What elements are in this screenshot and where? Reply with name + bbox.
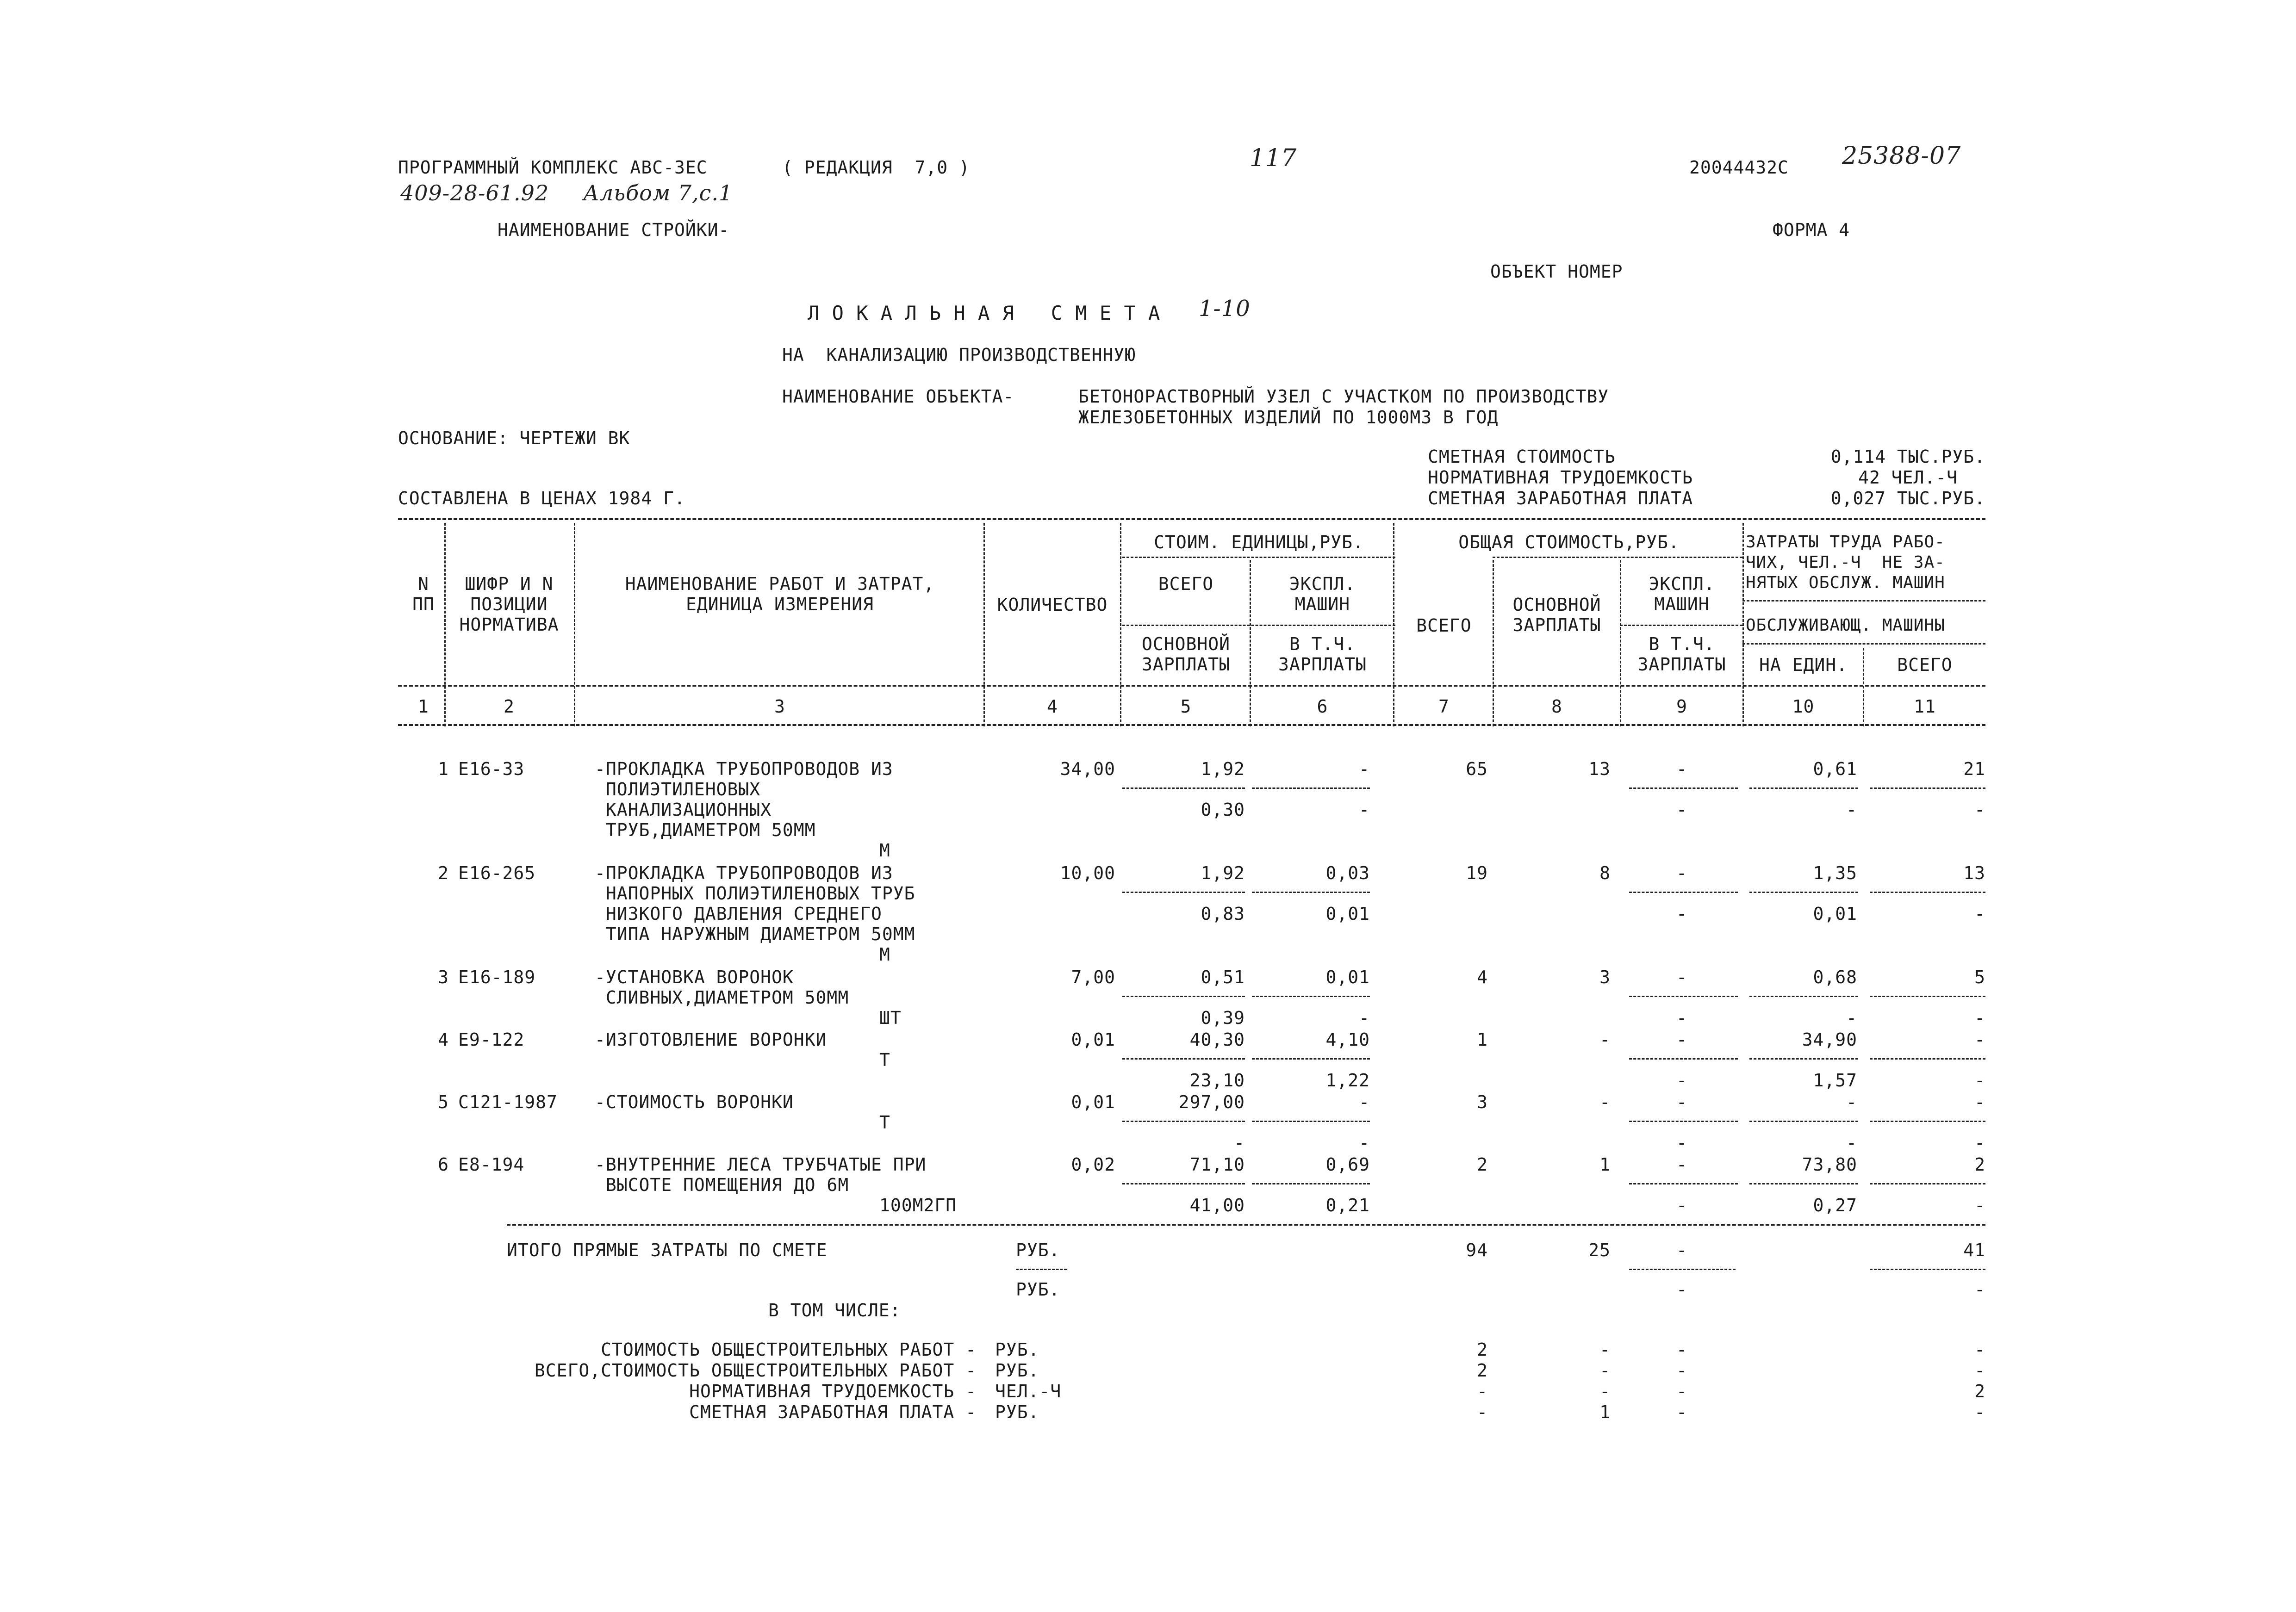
- row-unit-cost-machine-wage: -: [1359, 1008, 1370, 1028]
- totals-sub-rule-2: [1870, 1269, 1985, 1270]
- col-header-3: НАИМЕНОВАНИЕ РАБОТ И ЗАТРАТ, ЕДИНИЦА ИЗМЕРЕНИЯ: [625, 574, 935, 614]
- row-total-cost: 2: [1477, 1154, 1488, 1175]
- row-total-machines: -: [1676, 1154, 1687, 1175]
- total-line-c8: -: [1599, 1360, 1611, 1381]
- total-line-c11: -: [1974, 1360, 1985, 1381]
- row-total-wage: 3: [1599, 967, 1611, 987]
- object-label: НАИМЕНОВАНИЕ ОБЪЕКТА-: [782, 386, 1014, 407]
- column-number: 11: [1914, 696, 1936, 717]
- row-quantity: 7,00: [1071, 967, 1115, 987]
- col-header-8: ОСНОВНОЙ ЗАРПЛАТЫ: [1512, 595, 1601, 635]
- row-unit-cost-machines: -: [1359, 759, 1370, 779]
- row-total-cost: 19: [1466, 863, 1488, 883]
- column-number: 4: [1047, 696, 1058, 717]
- total-line-label: СТОИМОСТЬ ОБЩЕСТРОИТЕЛЬНЫХ РАБОТ -: [601, 1339, 977, 1360]
- row-sub-rule: [1252, 1058, 1370, 1060]
- total-line-c7: 2: [1477, 1339, 1488, 1360]
- row-unit-cost-total: 0,51: [1201, 967, 1245, 987]
- row-unit-cost-total: 1,92: [1201, 759, 1245, 779]
- object-name-line1: БЕТОНОРАСТВОРНЫЙ УЗЕЛ С УЧАСТКОМ ПО ПРОИЗВОДСТВУ: [1078, 386, 1609, 407]
- row-total-machine-wage: -: [1676, 904, 1687, 924]
- col-header-5-bottom: ОСНОВНОЙ ЗАРПЛАТЫ: [1141, 634, 1231, 675]
- row-total-wage: 1: [1599, 1154, 1611, 1175]
- col-sep-3: [983, 523, 985, 726]
- totals-sub-rule-1: [1629, 1269, 1736, 1270]
- estimate-subject: НА КАНАЛИЗАЦИЮ ПРОИЗВОДСТВЕННУЮ: [782, 345, 1136, 365]
- row-sub-rule: [1870, 1058, 1985, 1060]
- machines-sub-rule: [1620, 625, 1742, 626]
- row-code: Е16-33: [458, 759, 525, 779]
- column-number: 8: [1551, 696, 1562, 717]
- document-code-handwritten: 25388-07: [1842, 142, 1961, 170]
- col-header-9-top: ЭКСПЛ. МАШИН: [1649, 574, 1715, 614]
- row-labor-machines-total: -: [1974, 800, 1985, 820]
- col-sep-1: [444, 523, 446, 726]
- total-line-c7: 2: [1477, 1360, 1488, 1381]
- labor-sub-rule-2: [1742, 643, 1985, 645]
- row-labor-machines-total: -: [1974, 904, 1985, 924]
- row-labor-machines-total: -: [1974, 1195, 1985, 1215]
- col-header-4: КОЛИЧЕСТВО: [997, 595, 1108, 615]
- summary-labor-value: 42 ЧЕЛ.-Ч: [1858, 467, 1958, 488]
- row-sub-rule: [1749, 1183, 1858, 1184]
- album-handwritten: Альбом 7,с.1: [583, 180, 733, 205]
- col-header-labor-machines: ОБСЛУЖИВАЮЩ. МАШИНЫ: [1746, 616, 1945, 635]
- col-header-11: ВСЕГО: [1897, 655, 1953, 675]
- row-sub-rule: [1252, 892, 1370, 893]
- column-number: 7: [1438, 696, 1450, 717]
- total-line-label: ВСЕГО,СТОИМОСТЬ ОБЩЕСТРОИТЕЛЬНЫХ РАБОТ -: [534, 1360, 977, 1381]
- row-unit-cost-machine-wage: -: [1359, 800, 1370, 820]
- row-name: -СТОИМОСТЬ ВОРОНКИ: [595, 1092, 794, 1112]
- program-name: ПРОГРАММНЫЙ КОМПЛЕКС АВС-3ЕС: [398, 157, 708, 178]
- row-unit-cost-wage: 23,10: [1189, 1070, 1245, 1091]
- row-sub-rule: [1122, 1058, 1245, 1060]
- row-name: -ИЗГОТОВЛЕНИЕ ВОРОНКИ: [595, 1029, 827, 1050]
- table-bottom-rule: [507, 1224, 1985, 1226]
- row-unit-cost-wage: 0,83: [1201, 904, 1245, 924]
- total-line-unit: РУБ.: [995, 1339, 1039, 1360]
- row-total-machine-wage: -: [1676, 1008, 1687, 1028]
- row-sub-rule: [1122, 787, 1245, 789]
- row-sub-rule: [1122, 1183, 1245, 1184]
- row-labor-per-unit: 0,68: [1813, 967, 1857, 987]
- row-total-machines: -: [1676, 759, 1687, 779]
- row-total-machines: -: [1676, 1029, 1687, 1050]
- row-sub-rule: [1870, 1183, 1985, 1184]
- row-quantity: 10,00: [1060, 863, 1115, 883]
- row-sub-rule: [1749, 1121, 1858, 1122]
- col-sep-9: [1742, 523, 1744, 726]
- summary-labor-label: НОРМАТИВНАЯ ТРУДОЕМКОСТЬ: [1428, 467, 1693, 488]
- column-number: 10: [1792, 696, 1815, 717]
- unit-cost-sub-rule: [1122, 625, 1395, 626]
- row-labor-machines-total: -: [1974, 1008, 1985, 1028]
- row-total-wage: 8: [1599, 863, 1611, 883]
- document-title: Л О К А Л Ь Н А Я С М Е Т А: [808, 302, 1161, 324]
- row-unit-cost-machine-wage: -: [1359, 1133, 1370, 1153]
- row-code: Е16-189: [458, 967, 536, 987]
- row-sub-rule: [1122, 996, 1245, 997]
- row-unit-cost-wage: 41,00: [1189, 1195, 1245, 1215]
- object-name-line2: ЖЕЛЕЗОБЕТОННЫХ ИЗДЕЛИЙ ПО 1000М3 В ГОД: [1078, 407, 1499, 428]
- col-header-1: N ПП: [412, 574, 435, 614]
- row-sub-rule: [1629, 996, 1738, 997]
- prices-year: СОСТАВЛЕНА В ЦЕНАХ 1984 Г.: [398, 488, 685, 508]
- row-total-wage: -: [1599, 1092, 1611, 1112]
- total-line-label: НОРМАТИВНАЯ ТРУДОЕМКОСТЬ -: [689, 1381, 977, 1401]
- summary-wage-value: 0,027 ТЫС.РУБ.: [1830, 488, 1985, 508]
- row-code: Е9-122: [458, 1029, 525, 1050]
- total-line-unit: РУБ.: [995, 1360, 1039, 1381]
- row-number: 3: [438, 967, 449, 987]
- row-unit: Т: [879, 1112, 890, 1133]
- row-quantity: 0,01: [1071, 1029, 1115, 1050]
- unit-cost-group-rule: [1122, 557, 1395, 558]
- column-number: 5: [1180, 696, 1192, 717]
- row-unit-cost-total: 71,10: [1189, 1154, 1245, 1175]
- row-labor-per-unit: 1,35: [1813, 863, 1857, 883]
- row-labor-per-unit: 73,80: [1802, 1154, 1857, 1175]
- direct-costs-unit: РУБ.: [1016, 1240, 1060, 1260]
- row-total-machines: -: [1676, 967, 1687, 987]
- document-code: 20044432С: [1689, 157, 1789, 178]
- row-labor-machines-total: -: [1974, 1070, 1985, 1091]
- total-line-c11: 2: [1974, 1381, 1985, 1401]
- col-header-unit-cost: СТОИМ. ЕДИНИЦЫ,РУБ.: [1154, 532, 1364, 552]
- program-edition: ( РЕДАКЦИЯ 7,0 ): [782, 157, 970, 178]
- row-total-cost: 3: [1477, 1092, 1488, 1112]
- total-line-c8: -: [1599, 1381, 1611, 1401]
- direct-costs-sub-c9: -: [1676, 1279, 1687, 1300]
- col-sep-2: [574, 523, 575, 726]
- row-unit: Т: [879, 1050, 890, 1070]
- col-header-10: НА ЕДИН.: [1759, 655, 1848, 675]
- col-sep-6: [1393, 523, 1394, 726]
- direct-costs-c7: 94: [1466, 1240, 1488, 1260]
- total-line-label: СМЕТНАЯ ЗАРАБОТНАЯ ПЛАТА -: [689, 1402, 977, 1422]
- row-sub-rule: [1252, 1183, 1370, 1184]
- column-number: 3: [774, 696, 785, 717]
- row-labor-machines-per-unit: 1,57: [1813, 1070, 1857, 1091]
- row-labor-per-unit: 0,61: [1813, 759, 1857, 779]
- row-number: 4: [438, 1029, 449, 1050]
- row-unit-cost-machines: 0,03: [1325, 863, 1370, 883]
- row-total-wage: -: [1599, 1029, 1611, 1050]
- col-header-6-bottom: В Т.Ч. ЗАРПЛАТЫ: [1278, 634, 1367, 675]
- form-number: ФОРМА 4: [1773, 220, 1850, 240]
- row-sub-rule: [1252, 1121, 1370, 1122]
- labor-sub-rule-1: [1742, 600, 1985, 601]
- row-number: 5: [438, 1092, 449, 1112]
- row-code: С121-1987: [458, 1092, 558, 1112]
- row-unit-cost-total: 297,00: [1178, 1092, 1245, 1112]
- total-line-c8: -: [1599, 1339, 1611, 1360]
- row-sub-rule: [1749, 892, 1858, 893]
- summary-cost-value: 0,114 ТЫС.РУБ.: [1830, 446, 1985, 467]
- row-total-cost: 65: [1466, 759, 1488, 779]
- row-total-cost: 4: [1477, 967, 1488, 987]
- header-bottom-rule: [398, 685, 1985, 687]
- row-labor-machines-per-unit: 0,01: [1813, 904, 1857, 924]
- row-code: Е16-265: [458, 863, 536, 883]
- row-sub-rule: [1749, 1058, 1858, 1060]
- row-total-machine-wage: -: [1676, 1133, 1687, 1153]
- row-unit-cost-machines: 0,69: [1325, 1154, 1370, 1175]
- row-unit-cost-wage: 0,30: [1201, 800, 1245, 820]
- row-total-cost: 1: [1477, 1029, 1488, 1050]
- total-line-c11: -: [1974, 1339, 1985, 1360]
- row-labor-per-unit: 34,90: [1802, 1029, 1857, 1050]
- row-total-machines: -: [1676, 1092, 1687, 1112]
- direct-costs-unit-2: РУБ.: [1016, 1279, 1060, 1300]
- table-top-rule: [398, 518, 1985, 520]
- col-sep-5: [1250, 560, 1251, 726]
- col-header-2: ШИФР И N ПОЗИЦИИ НОРМАТИВА: [459, 574, 559, 635]
- row-number: 2: [438, 863, 449, 883]
- col-header-5-top: ВСЕГО: [1158, 574, 1214, 594]
- col-header-total-cost: ОБЩАЯ СТОИМОСТЬ,РУБ.: [1458, 532, 1680, 552]
- row-unit: ШТ: [879, 1008, 902, 1028]
- row-labor-total: 13: [1963, 863, 1985, 883]
- total-line-c9: -: [1676, 1339, 1687, 1360]
- row-number: 6: [438, 1154, 449, 1175]
- total-line-c9: -: [1676, 1402, 1687, 1422]
- direct-costs-label: ИТОГО ПРЯМЫЕ ЗАТРАТЫ ПО СМЕТЕ: [507, 1240, 828, 1260]
- col-header-6-top: ЭКСПЛ. МАШИН: [1289, 574, 1356, 614]
- row-labor-machines-per-unit: -: [1846, 1133, 1857, 1153]
- row-labor-total: -: [1974, 1092, 1985, 1112]
- row-sub-rule: [1629, 1058, 1738, 1060]
- row-sub-rule: [1252, 996, 1370, 997]
- col-header-7: ВСЕГО: [1416, 615, 1472, 636]
- estimate-number-handwritten: 1-10: [1199, 296, 1251, 322]
- row-sub-rule: [1749, 787, 1858, 789]
- row-unit-cost-machine-wage: 0,01: [1325, 904, 1370, 924]
- total-line-c8: 1: [1599, 1402, 1611, 1422]
- direct-costs-c11: 41: [1963, 1240, 1985, 1260]
- row-unit: 100М2ГП: [879, 1195, 957, 1215]
- row-unit-cost-total: 40,30: [1189, 1029, 1245, 1050]
- total-line-unit: РУБ.: [995, 1402, 1039, 1422]
- row-unit-cost-machine-wage: 1,22: [1325, 1070, 1370, 1091]
- col-sep-4: [1120, 523, 1121, 726]
- row-name: -ПРОКЛАДКА ТРУБОПРОВОДОВ ИЗ ПОЛИЭТИЛЕНОВЫХ КАНАЛИЗАЦИОННЫХ ТРУБ,ДИАМЕТРОМ 50ММ: [595, 759, 893, 840]
- object-number: ОБЪЕКТ НОМЕР: [1490, 261, 1623, 282]
- row-sub-rule: [1870, 996, 1985, 997]
- row-labor-machines-per-unit: 0,27: [1813, 1195, 1857, 1215]
- row-sub-rule: [1870, 787, 1985, 789]
- row-labor-per-unit: -: [1846, 1092, 1857, 1112]
- row-sub-rule: [1252, 787, 1370, 789]
- row-sub-rule: [1870, 1121, 1985, 1122]
- row-sub-rule: [1629, 1183, 1738, 1184]
- total-cost-group-rule: [1493, 557, 1742, 558]
- row-sub-rule: [1870, 892, 1985, 893]
- row-code: Е8-194: [458, 1154, 525, 1175]
- column-number: 1: [418, 696, 429, 717]
- including-label: В ТОМ ЧИСЛЕ:: [768, 1300, 901, 1321]
- row-sub-rule: [1749, 996, 1858, 997]
- totals-unit-rule: [1016, 1269, 1067, 1270]
- total-line-c9: -: [1676, 1381, 1687, 1401]
- row-unit-cost-machine-wage: 0,21: [1325, 1195, 1370, 1215]
- row-labor-total: 21: [1963, 759, 1985, 779]
- basis: ОСНОВАНИЕ: ЧЕРТЕЖИ ВК: [398, 428, 630, 448]
- row-unit-cost-wage: 0,39: [1201, 1008, 1245, 1028]
- row-labor-machines-per-unit: -: [1846, 800, 1857, 820]
- row-number: 1: [438, 759, 449, 779]
- row-quantity: 34,00: [1060, 759, 1115, 779]
- row-sub-rule: [1122, 1121, 1245, 1122]
- row-name: -УСТАНОВКА ВОРОНОК СЛИВНЫХ,ДИАМЕТРОМ 50ММ: [595, 967, 849, 1008]
- row-name: -ВНУТРЕННИЕ ЛЕСА ТРУБЧАТЫЕ ПРИ ВЫСОТЕ ПОМЕЩЕНИЯ ДО 6М: [595, 1154, 927, 1195]
- direct-costs-sub-c11: -: [1974, 1279, 1985, 1300]
- row-labor-total: 2: [1974, 1154, 1985, 1175]
- row-total-machine-wage: -: [1676, 1195, 1687, 1215]
- direct-costs-c9: -: [1676, 1240, 1687, 1260]
- row-total-machine-wage: -: [1676, 1070, 1687, 1091]
- row-total-wage: 13: [1588, 759, 1611, 779]
- row-unit: М: [879, 944, 890, 965]
- row-unit-cost-machines: -: [1359, 1092, 1370, 1112]
- row-total-machines: -: [1676, 863, 1687, 883]
- total-line-c7: -: [1477, 1381, 1488, 1401]
- total-line-c7: -: [1477, 1402, 1488, 1422]
- row-labor-machines-total: -: [1974, 1133, 1985, 1153]
- column-number: 9: [1676, 696, 1687, 717]
- column-number: 6: [1317, 696, 1328, 717]
- row-total-machine-wage: -: [1676, 800, 1687, 820]
- direct-costs-c8: 25: [1588, 1240, 1611, 1260]
- row-labor-total: 5: [1974, 967, 1985, 987]
- row-unit-cost-machines: 4,10: [1325, 1029, 1370, 1050]
- row-labor-total: -: [1974, 1029, 1985, 1050]
- column-number-rule: [398, 724, 1985, 726]
- summary-wage-label: СМЕТНАЯ ЗАРАБОТНАЯ ПЛАТА: [1428, 488, 1693, 508]
- row-sub-rule: [1629, 892, 1738, 893]
- project-number-handwritten: 409-28-61.92: [400, 180, 549, 205]
- column-number: 2: [504, 696, 515, 717]
- row-quantity: 0,02: [1071, 1154, 1115, 1175]
- row-unit-cost-total: 1,92: [1201, 863, 1245, 883]
- row-labor-machines-per-unit: -: [1846, 1008, 1857, 1028]
- total-line-unit: ЧЕЛ.-Ч: [995, 1381, 1062, 1401]
- total-line-c11: -: [1974, 1402, 1985, 1422]
- row-quantity: 0,01: [1071, 1092, 1115, 1112]
- row-unit: М: [879, 840, 890, 861]
- row-unit-cost-wage: -: [1234, 1133, 1245, 1153]
- row-sub-rule: [1629, 1121, 1738, 1122]
- total-line-c9: -: [1676, 1360, 1687, 1381]
- construction-name: НАИМЕНОВАНИЕ СТРОЙКИ-: [498, 220, 730, 240]
- col-header-9-bottom: В Т.Ч. ЗАРПЛАТЫ: [1637, 634, 1726, 675]
- page-number-handwritten: 117: [1250, 144, 1297, 172]
- col-header-labor: ЗАТРАТЫ ТРУДА РАБО- ЧИХ, ЧЕЛ.-Ч НЕ ЗА- НЯТЫХ ОБСЛУЖ. МАШИН: [1746, 533, 1945, 592]
- row-sub-rule: [1122, 892, 1245, 893]
- summary-cost-label: СМЕТНАЯ СТОИМОСТЬ: [1428, 446, 1616, 467]
- row-name: -ПРОКЛАДКА ТРУБОПРОВОДОВ ИЗ НАПОРНЫХ ПОЛИЭТИЛЕНОВЫХ ТРУБ НИЗКОГО ДАВЛЕНИЯ СРЕДНЕГО ТИПА НАРУЖНЫМ ДИАМЕТРОМ 50ММ: [595, 863, 915, 944]
- row-sub-rule: [1629, 787, 1738, 789]
- row-unit-cost-machines: 0,01: [1325, 967, 1370, 987]
